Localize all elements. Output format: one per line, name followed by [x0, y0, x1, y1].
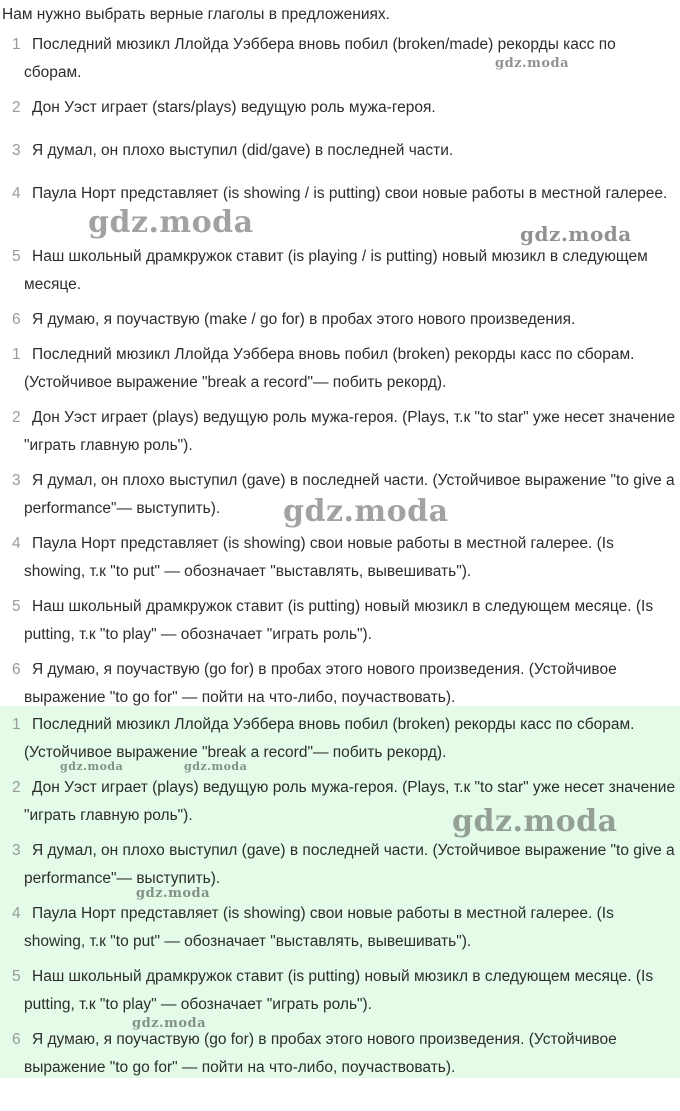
item-text: Я думал, он плохо выступил (did/gave) в последней части. — [32, 142, 454, 159]
watermark-logo: gdz.moda — [136, 886, 211, 901]
item-text: Я думаю, я поучаствую (go for) в пробах этого нового произведения. (Устойчивое выражение "to go for" — пойти на что-либо, поучаствовать). — [24, 661, 617, 706]
item-text: Паула Норт представляет (is showing) свои новые работы в местной галерее. (Is showing, т.к "to put" — обозначает "выставлять, вывешивать"). — [24, 535, 614, 580]
item-number: 2 — [12, 409, 21, 426]
item-text: Паула Норт представляет (is showing / is putting) свои новые работы в местной галерее. — [32, 185, 668, 202]
item-text: Наш школьный драмкружок ставит (is putting) новый мюзикл в следующем месяце. (Is putting, т.к "to play" — обозначает "играть роль"). — [24, 598, 654, 643]
watermark-logo: gdz.moda — [88, 205, 254, 240]
item-text: Я думаю, я поучаствую (make / go for) в пробах этого нового произведения. — [32, 311, 576, 328]
item-number: 1 — [12, 346, 21, 363]
watermark-logo: gdz.moda — [132, 1016, 207, 1031]
intro-text: Нам нужно выбрать верные глаголы в предложениях. — [2, 6, 390, 23]
item-number: 1 — [12, 36, 21, 53]
item-text: Наш школьный драмкружок ставит (is playing / is putting) новый мюзикл в следующем месяце. — [24, 248, 648, 293]
watermark-logo: gdz.moda — [184, 760, 248, 773]
item-number: 2 — [12, 779, 21, 796]
watermark-logo: gdz.moda — [283, 494, 449, 529]
item-text: Я думал, он плохо выступил (gave) в последней части. (Устойчивое выражение "to give a performance"— выступить). — [24, 472, 675, 517]
watermark-logo: gdz.moda — [60, 760, 124, 773]
item-number: 5 — [12, 248, 21, 265]
item-text: Я думал, он плохо выступил (gave) в последней части. (Устойчивое выражение "to give a performance"— выступить). — [24, 842, 675, 887]
item-text: Последний мюзикл Ллойда Уэббера вновь побил (broken) рекорды касс по сборам. (Устойчивое выражение "break a record"— побить рекорд). — [24, 346, 635, 391]
item-text: Я думаю, я поучаствую (go for) в пробах этого нового произведения. (Устойчивое выражение "to go for" — пойти на что-либо, поучаствовать). — [24, 1031, 617, 1076]
item-number: 3 — [12, 472, 21, 489]
item-number: 6 — [12, 311, 21, 328]
item-number: 4 — [12, 535, 21, 552]
item-number: 5 — [12, 968, 21, 985]
item-number: 4 — [12, 905, 21, 922]
item-number: 3 — [12, 142, 21, 159]
item-text: Последний мюзикл Ллойда Уэббера вновь побил (broken) рекорды касс по сборам. (Устойчивое выражение "break a record"— побить рекорд). — [24, 716, 635, 761]
item-number: 6 — [12, 661, 21, 678]
item-number: 6 — [12, 1031, 21, 1048]
item-text: Дон Уэст играет (plays) ведущую роль мужа-героя. (Plays, т.к "to star" уже несет значение "играть главную роль"). — [24, 409, 676, 454]
watermark-logo: gdz.moda — [520, 222, 632, 246]
item-number: 3 — [12, 842, 21, 859]
item-text: Дон Уэст играет (stars/plays) ведущую роль мужа-героя. — [32, 99, 436, 116]
item-text: Дон Уэст играет (plays) ведущую роль мужа-героя. (Plays, т.к "to star" уже несет значение "играть главную роль"). — [24, 779, 676, 824]
item-text: Последний мюзикл Ллойда Уэббера вновь побил (broken/made) рекорды касс по сборам. — [24, 36, 616, 81]
item-number: 1 — [12, 716, 21, 733]
item-number: 4 — [12, 185, 21, 202]
item-text: Наш школьный драмкружок ставит (is putting) новый мюзикл в следующем месяце. (Is putting, т.к "to play" — обозначает "играть роль"). — [24, 968, 654, 1013]
watermark-logo: gdz.moda — [452, 804, 618, 839]
watermark-logo: gdz.moda — [495, 56, 570, 71]
item-number: 2 — [12, 99, 21, 116]
item-text: Паула Норт представляет (is showing) свои новые работы в местной галерее. (Is showing, т.к "to put" — обозначает "выставлять, вывешивать"). — [24, 905, 614, 950]
item-number: 5 — [12, 598, 21, 615]
